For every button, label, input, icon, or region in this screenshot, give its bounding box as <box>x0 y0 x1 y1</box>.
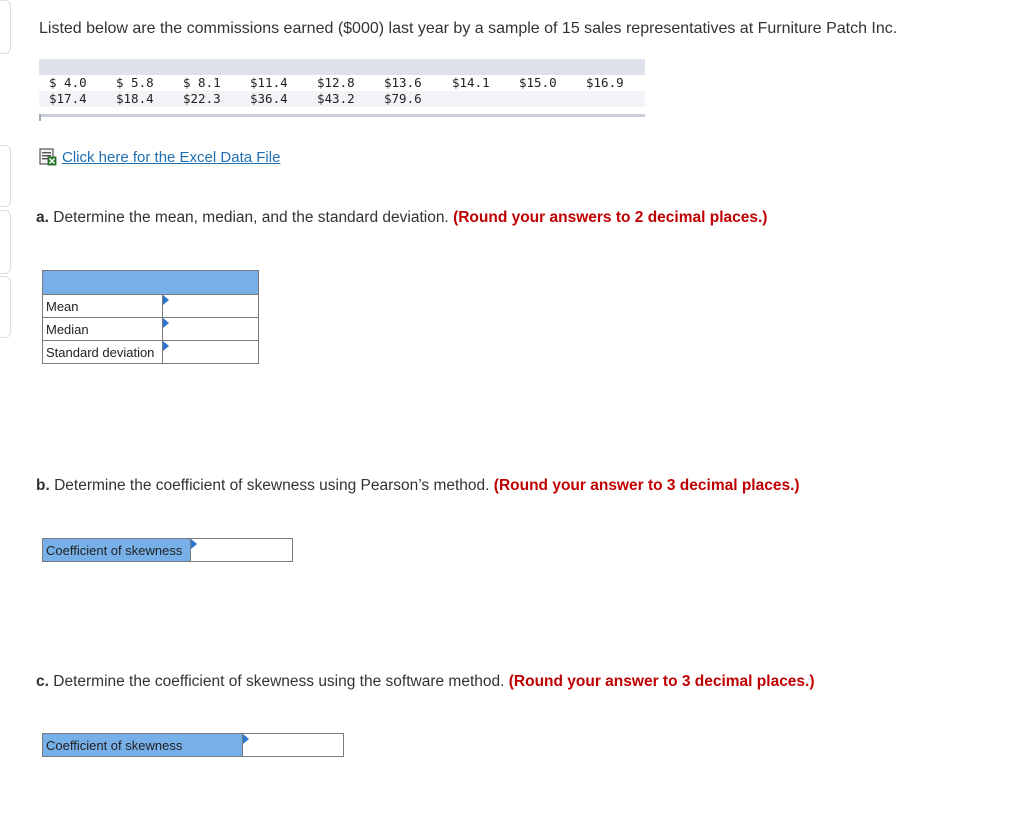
median-input[interactable] <box>166 319 255 339</box>
mean-answer-cell[interactable] <box>163 295 259 318</box>
part-c-label: Coefficient of skewness <box>43 734 243 757</box>
data-cell: $79.6 <box>384 91 422 106</box>
pearson-skewness-cell[interactable] <box>191 539 293 562</box>
data-cell: $ 4.0 <box>49 75 87 90</box>
software-skewness-input[interactable] <box>246 735 340 755</box>
question-c <box>36 673 815 691</box>
data-cell: $15.0 <box>519 75 557 90</box>
table-row <box>43 539 293 562</box>
data-cell: $ 8.1 <box>183 75 221 90</box>
left-tab-4 <box>0 276 11 338</box>
table-row <box>43 341 259 364</box>
excel-data-file-link[interactable] <box>39 148 280 166</box>
row-label-median: Median <box>43 318 163 341</box>
data-cell: $14.1 <box>452 75 490 90</box>
data-cell: $22.3 <box>183 91 221 106</box>
input-marker-icon <box>163 318 169 328</box>
data-cell: $17.4 <box>49 91 87 106</box>
intro-text: Listed below are the commissions earned ($000) last year by a sample of 15 sales representatives at Furniture Patch Inc. <box>39 20 898 37</box>
question-c-round-note: (Round your answer to 3 decimal places.) <box>508 673 815 690</box>
part-c-answer-table <box>42 733 344 757</box>
question-a-text: Determine the mean, median, and the standard deviation. <box>53 209 449 226</box>
excel-link-label[interactable]: Click here for the Excel Data File <box>62 148 281 166</box>
question-b-letter: b. <box>36 477 50 494</box>
data-cell: $13.6 <box>384 75 422 90</box>
data-cell: $36.4 <box>250 91 288 106</box>
table-row <box>43 295 259 318</box>
part-a-answer-table <box>42 270 259 364</box>
question-b-text: Determine the coefficient of skewness using Pearson’s method. <box>54 477 490 494</box>
input-marker-icon <box>163 295 169 305</box>
question-a <box>36 209 767 227</box>
excel-file-icon <box>39 148 57 166</box>
mean-input[interactable] <box>166 296 255 316</box>
data-box-bottom-tick <box>39 114 41 121</box>
data-cell: $43.2 <box>317 91 355 106</box>
pearson-skewness-input[interactable] <box>194 540 289 560</box>
software-skewness-cell[interactable] <box>243 734 344 757</box>
data-cell: $18.4 <box>116 91 154 106</box>
part-b-answer-table <box>42 538 293 562</box>
data-cell: $12.8 <box>317 75 355 90</box>
data-cell: $16.9 <box>586 75 624 90</box>
std-dev-input[interactable] <box>166 342 255 362</box>
input-marker-icon <box>163 341 169 351</box>
data-cell: $11.4 <box>250 75 288 90</box>
data-box-topbar <box>39 59 645 75</box>
part-b-label: Coefficient of skewness <box>43 539 191 562</box>
question-c-text: Determine the coefficient of skewness using the software method. <box>53 673 505 690</box>
left-tab-2 <box>0 145 11 207</box>
input-marker-icon <box>243 734 249 744</box>
question-a-letter: a. <box>36 209 49 226</box>
left-tab-3 <box>0 210 11 274</box>
table-row <box>43 318 259 341</box>
data-box-bottom-line <box>39 114 645 117</box>
median-answer-cell[interactable] <box>163 318 259 341</box>
data-cell: $ 5.8 <box>116 75 154 90</box>
question-c-letter: c. <box>36 673 49 690</box>
row-label-std-dev: Standard deviation <box>43 341 163 364</box>
commission-data-box <box>39 59 645 121</box>
question-b-round-note: (Round your answer to 3 decimal places.) <box>493 477 800 494</box>
part-a-header-cell <box>43 271 259 295</box>
table-row <box>43 734 344 757</box>
row-label-mean: Mean <box>43 295 163 318</box>
question-a-round-note: (Round your answers to 2 decimal places.) <box>453 209 768 226</box>
std-dev-answer-cell[interactable] <box>163 341 259 364</box>
left-tab-1 <box>0 0 11 54</box>
part-a-table-header <box>43 271 259 295</box>
question-b <box>36 477 800 495</box>
input-marker-icon <box>191 539 197 549</box>
